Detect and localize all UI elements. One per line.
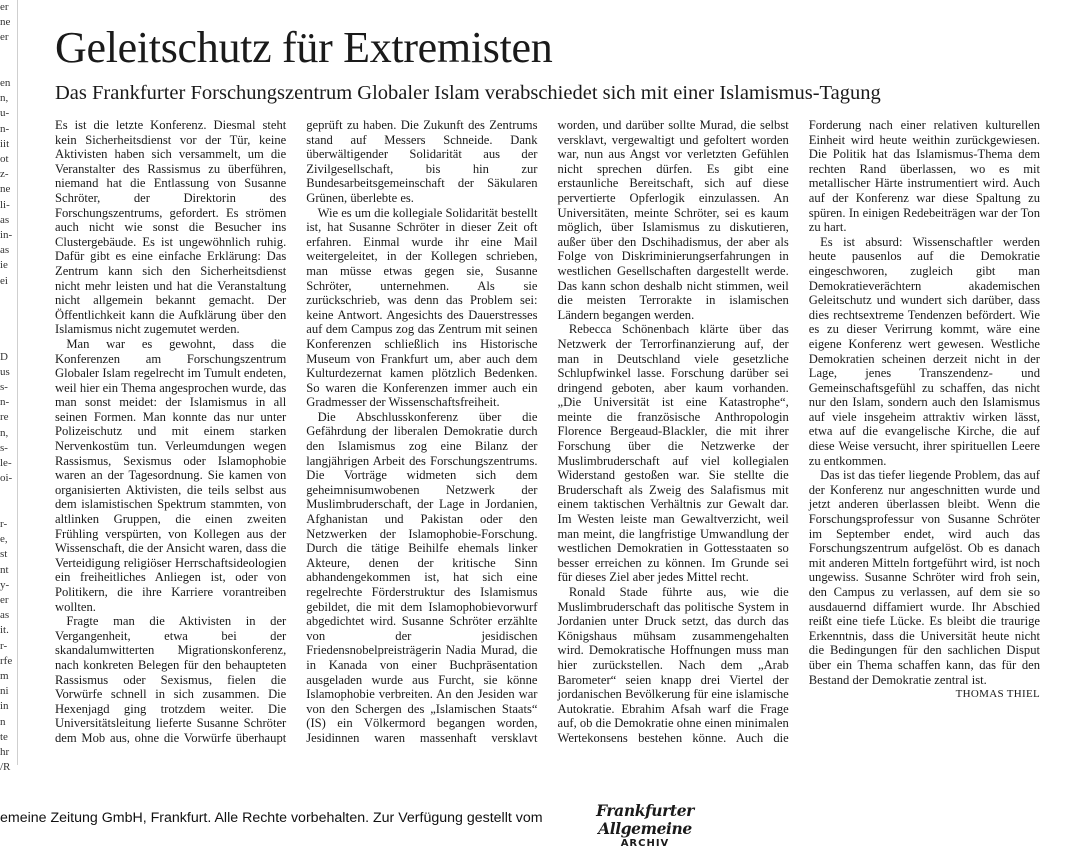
margin-fragment-line: n- [0,122,10,135]
previous-column-fragment [0,0,14,774]
margin-fragment-line: n- [0,396,10,409]
margin-fragment-line: r- [0,639,8,652]
margin-fragment-line: as [0,244,10,257]
margin-fragment-line: hr [0,745,10,758]
margin-fragment-line [0,61,14,76]
margin-fragment-line: te [0,730,8,743]
margin-fragment-line: in [0,700,9,713]
article-title: Geleitschutz für Extremisten [55,23,553,72]
margin-fragment-line: rfe [0,654,13,667]
margin-fragment-line: u- [0,107,10,120]
paragraph: Man war es gewohnt, dass die Konferenzen am Forschungszentrum Globaler Islam regelrecht im Tumult endeten, weil hier ein Thema angesprochen wurde, das man sonst meidet: der Islamismus in all seinen Formen. Man konnte das nur unter Polizeischutz und mit einem starken Nervenkostüm tun. Verleumdungen wegen Rassismus, Sexismus oder Islamophobie waren an der Tagesordnung. Sie kamen von organisierten Aktivisten, die teils selbst aus dem islamistischen Spektrum stammten, von altlinken Gruppen, die einen zweiten Frühling verspürten, von Kollegen aus der Wissenschaft, die der Ansicht waren, dass die Verteidigung religiöser Herrschaftsideologien ein freiheitliches Anliegen ist, oder von Politikern, die ihre Karriere vorantreiben wollten. [55,336,287,614]
margin-fragment-line: li- [0,198,10,211]
margin-fragment-line: re [0,411,9,424]
margin-fragment-line: D [0,350,8,363]
paragraph: Fragte man die Aktivisten in der Vergangenheit, etwa bei der skandalumwitterten Migrationskonferenz, nach konkreten Belegen für den behaupteten Rassismus oder Sexismus, fielen die Vorwürfe schnell in sich zusammen. Die Hexenjagd ging trotzdem weiter. Die Universitätsleitung lieferte Susanne Schröter dem Mob aus, ohne die Vorwürfe überhaupt geprüft zu haben. Die Zukunft des Zentrums stand auf Messers Schneide. Dank überwältigender Solidarität aus der Zivilgesellschaft, bis hin zur Bundesarbeitsgemeinschaft der Säkularen Grünen, überlebte es. [55,118,538,745]
paragraph: Das ist das tiefer liegende Problem, das auf der Konferenz nur angeschnitten wurde und jetzt anderen überlassen bleibt. Wenn die Forschungsprofessur von Susanne Schröter im September endet, wird auch das Forschungszentrum aufgelöst. Ob es danach mit anderen Mitteln fortgeführt wird, ist noch ungewiss. Susanne Schröter wird froh sein, den Campus zu verlassen, auf dem sie so ausdauernd diffamiert wurde. Ihr Abschied reißt eine tiefe Lücke. Es bleibt die traurige Erkenntnis, dass die Universität heute nicht die Bedingungen für den sachlichen Disput über ein Thema schaffen kann, das für den Bestand der Demokratie zentral ist. [808,468,1040,687]
margin-fragment-line [0,487,14,502]
margin-fragment-line: n, [0,426,9,439]
paragraph: Es ist die letzte Konferenz. Diesmal steht kein Sicherheitsdienst vor der Tür, keine Aktivisten haben sich versammelt, um die Veranstalter des Rassismus zu überführen, niemand hat die Entlassung von Susanne Schröter, der Direktorin des Forschungszentrums, gefordert. Es strömen auch nicht wie sonst die Besucher ins Clustergebäude. Es ist ungewöhnlich ruhig. Dafür gibt es eine einfache Erklärung: Das Zentrum kann sich den Sicherheitsdienst nicht mehr leisten und hat die Veranstaltung nicht allgemein bekannt gemacht. Der Öffentlichkeit kann die Aufklärung über den Islamismus nicht zugemutet werden. [55,118,287,337]
margin-fragment-line: en [0,77,11,90]
margin-fragment-line [0,46,14,61]
margin-fragment-line [0,319,14,334]
margin-fragment-line: y- [0,578,10,591]
margin-fragment-line: as [0,609,10,622]
margin-fragment-line [0,502,14,517]
margin-fragment-line: st [0,548,8,561]
margin-fragment-line: er [0,31,9,44]
copyright-notice: emeine Zeitung GmbH, Frankfurt. Alle Rechte vorbehalten. Zur Verfügung gestellt vom [0,810,543,826]
margin-fragment-line: /R [0,761,11,774]
margin-fragment-line: z- [0,168,9,181]
paragraph: Ronald Stade führte aus, wie die Muslimbruderschaft das politische System in Jordanien unter Druck setzt, das durch das Königshaus mühsam zusammengehalten wird. Demokratische Hoffnungen muss man hier zurückstellen. Nach dem „Arab Barometer“ seien knapp drei Viertel der jordanischen Bevölkerung für eine islamische Autokratie. Ebrahim Afsah warf die Frage auf, ob die Demokratie ohne einen minimalen Wertekonsens bestehen könne. Auch die Forderung nach einer relativen kulturellen Einheit wird heute weithin zurückgewiesen. Die Politik hat das Islamismus-Thema dem rechten Rand überlassen, wo es mit metallischer Härte instrumentiert wird. Auch auf der Konferenz war diese Spaltung zu spüren. In einigen Redebeiträgen war der Ton zu hart. [557,118,1040,745]
margin-fragment-line [0,304,14,319]
author-byline: THOMAS THIEL [955,688,1040,701]
margin-fragment-line: in- [0,229,13,242]
margin-fragment-line: er [0,1,9,13]
article-body [55,118,1040,758]
margin-fragment-line: us [0,365,10,378]
margin-fragment-line: ne [0,16,11,29]
margin-fragment-line: e, [0,533,8,546]
margin-fragment-line: iit [0,137,10,150]
faz-archiv-logo [575,802,715,850]
margin-fragment-line: m [0,669,9,682]
margin-fragment-line: le- [0,457,12,470]
logo-wordmark: Frankfurter Allgemeine [596,801,694,838]
margin-fragment-line: ne [0,183,11,196]
margin-fragment-line: er [0,593,9,606]
margin-fragment-line: n, [0,92,9,105]
column-divider [17,0,18,765]
margin-fragment-line: nt [0,563,9,576]
margin-fragment-line [0,334,14,349]
paragraph: Die Abschlusskonferenz über die Gefährdung der liberalen Demokratie durch den Islamismus zog eine Bilanz der langjährigen Arbeit des Forschungszentrums. Die Vorträge widmeten sich dem geheimnisumwobenen Netzwerk der Muslimbruderschaft, der Lage in Jordanien, Afghanistan und Pakistan oder den Netzwerken der Islamophobie-Forschung. Durch die tätige Beihilfe ehemals linker Akteure, denen der kritische Sinn abhandengekommen ist, hat sich eine regelrechte Förderstruktur des Islamismus gebildet, die mit dem Islamophobievorwurf abgedichtet wird. Susanne Schröter erzählte von der jesidischen Friedensnobelpreisträgerin Nadia Murad, die in Kanada von einer Buchpräsentation ausgeladen wurde aus Furcht, sie könne Islamophobie verbreiten. An den Jesiden war von den Schergen des „Islamischen Staats“ (IS) ein Völkermord begangen worden, Jesidinnen waren massenhaft versklavt worden, und darüber sollte Murad, die selbst versklavt, vergewaltigt und gefoltert worden war, nun aus Angst vor verletzten Gefühlen nicht sprechen dürfen. Es gibt eine erstaunliche Bereitschaft, sich auf diese pervertierte Opferlogik einzulassen. An Universitäten, meinte Schröter, sei es kaum möglich, über Islamismus zu diskutieren, außer über den Dschihadismus, der aber als Folge von Diskriminierungserfahrungen in westlichen Gesellschaften dargestellt werde. Das kann schon deshalb nicht stimmen, weil die meisten Terrorakte in islamischen Ländern begangen werden. [306,118,789,745]
paragraph: Es ist absurd: Wissenschaftler werden heute pausenlos auf die Demokratie eingeschworen, zugleich gibt man Demokratieverächtern akademischen Geleitschutz und wundert sich darüber, dass dies rechtsextreme Tendenzen befördert. Wie es zu dieser Verirrung kommt, wäre eine eigene Konferenz wert gewesen. Westliche Demokratien scheinen derzeit nicht in der Lage, jenes Transzendenz- und Gemeinschaftsgefühl zu schaffen, das nicht nur den Islam, sondern auch den Islamismus auf viele insgeheim attraktiv wirken lässt, etwa auf die evangelische Kirche, die auf diese Weise versucht, ihrer spirituellen Leere zu entkommen. [808,234,1040,468]
margin-fragment-line: s- [0,441,8,454]
margin-fragment-line: ei [0,274,8,287]
margin-fragment-line: ot [0,153,9,166]
margin-fragment-line: n [0,715,6,728]
margin-fragment-line: oi- [0,472,13,485]
article-subtitle: Das Frankfurter Forschungszentrum Globaler Islam verabschiedet sich mit einer Islamismus-Tagung [55,82,881,104]
margin-fragment-line [0,289,14,304]
footer [0,800,1080,849]
margin-fragment-line: r- [0,517,8,530]
margin-fragment-line: ie [0,259,8,272]
paragraph: Wie es um die kollegiale Solidarität bestellt ist, hat Susanne Schröter in dieser Zeit oft erfahren. Einmal wurde ihr eine Mail weitergeleitet, in der Kollegen schrieben, man müsse etwas gegen sie, Susanne Schröter, unternehmen. Als sie zurückschrieb, was denn das Problem sei: keine Antwort. Angesichts des Dauerstresses auf dem Campus zog das Zentrum mit seinen Konferenzen schließlich ins Historische Museum von Frankfurt um, aber auch dem Kulturdezernat kamen plötzlich Bedenken. So waren die Konferenzen immer auch ein Gradmesser der Wissenschaftsfreiheit. [306,205,538,410]
margin-fragment-line: it. [0,624,9,637]
margin-fragment-line: s- [0,381,8,394]
logo-archiv-label: ARCHIV [620,838,670,849]
margin-fragment-line: as [0,213,10,226]
margin-fragment-line: ni [0,685,9,698]
paragraph: Rebecca Schönenbach klärte über das Netzwerk der Terrorfinanzierung auf, der man in Deutschland viele gesetzliche Schlupfwinkel lasse. Forschung darüber sei dringend geboten, aber kaum vorhanden. „Die Universität ist eine Katastrophe“, meinte die französische Anthropologin Florence Bergeaud-Blackler, die mit ihrer Forschung über die Netzwerke der Muslimbruderschaft auf viel kollegialen Widerstand gestoßen war. Sie stellte die Bruderschaft als Zweig des Salafismus mit einem taktischen Verhältnis zur Gewalt dar. Im Westen leiste man Gewaltverzicht, weil man meint, die langfristige Umwandlung der westlichen Demokratien in Gottesstaaten so besser erreichen zu können. Im Grunde sei für dieses Ziel aber jedes Mittel recht. [557,322,789,585]
